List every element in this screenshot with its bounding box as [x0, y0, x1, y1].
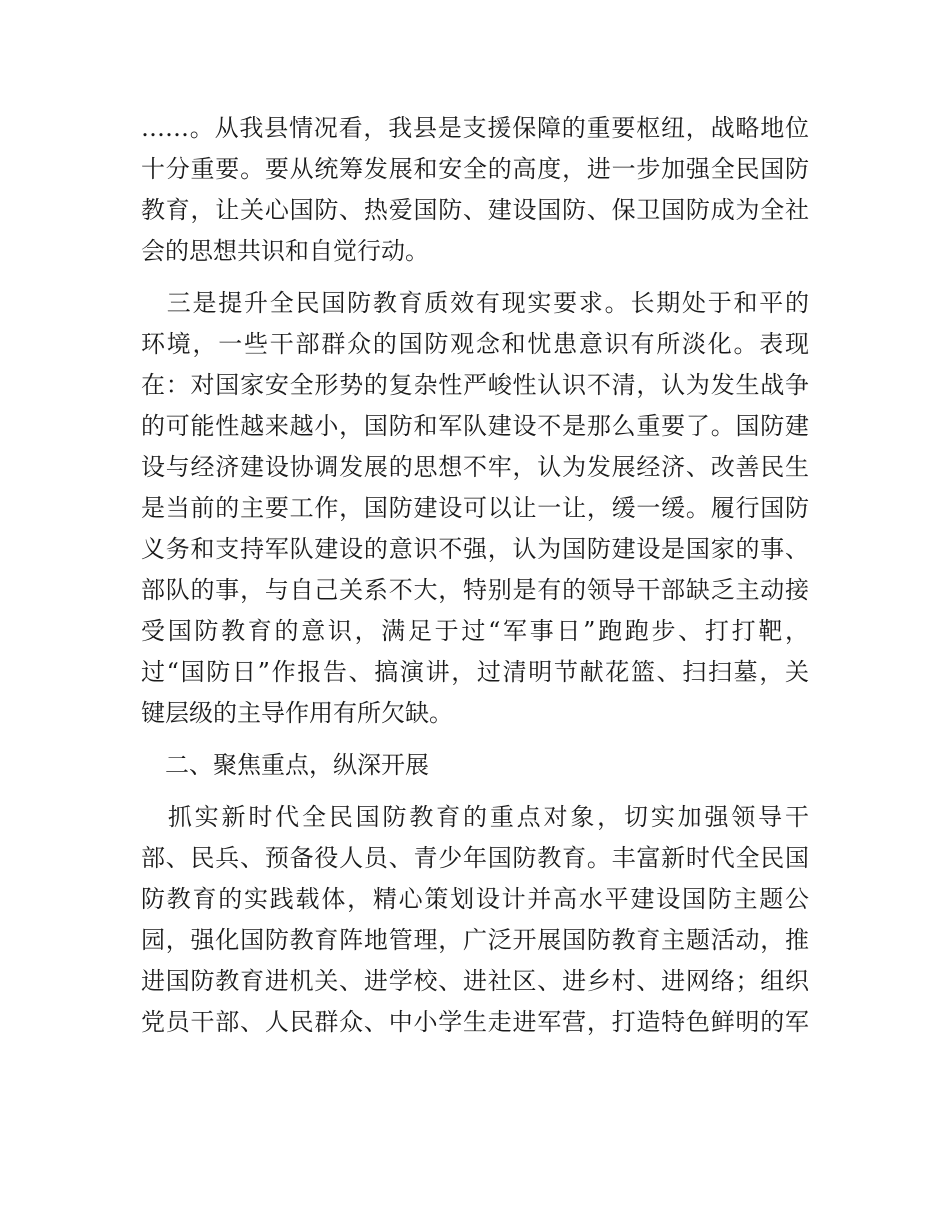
text-line: 部队的事，与自己关系不大，特别是有的领导干部缺乏主动接 — [141, 576, 809, 604]
text-line: 键层级的主导作用有所欠缺。 — [141, 699, 453, 727]
body-text — [141, 108, 809, 1043]
text-line: 教育，让关心国防、热爱国防、建设国防、保卫国防成为全社 — [141, 196, 809, 224]
paragraph-point-three — [141, 283, 809, 734]
text-line: 过“国防日”作报告、搞演讲，过清明节献花篮、扫扫墓，关 — [141, 658, 809, 686]
paragraph-strategic-position — [141, 108, 809, 272]
text-line: 会的思想共识和自觉行动。 — [141, 237, 429, 265]
paragraph-key-targets — [141, 797, 809, 1043]
text-line: 三是提升全民国防教育质效有现实要求。长期处于和平的 — [141, 289, 809, 317]
text-line: 设与经济建设协调发展的思想不牢，认为发展经济、改善民生 — [141, 453, 809, 481]
text-line: 十分重要。要从统筹发展和安全的高度，进一步加强全民国防 — [141, 155, 809, 183]
text-line: 部、民兵、预备役人员、青少年国防教育。丰富新时代全民国 — [141, 844, 809, 872]
text-line: 受国防教育的意识，满足于过“军事日”跑跑步、打打靶， — [141, 617, 809, 645]
section-heading-two — [141, 745, 809, 786]
text-line: 党员干部、人民群众、中小学生走进军营，打造特色鲜明的军 — [141, 1008, 809, 1036]
text-line: 是当前的主要工作，国防建设可以让一让，缓一缓。履行国防 — [141, 494, 809, 522]
text-line: 进国防教育进机关、进学校、进社区、进乡村、进网络；组织 — [141, 967, 809, 995]
section-heading: 二、聚焦重点，纵深开展 — [141, 751, 429, 779]
text-line: 的可能性越来越小，国防和军队建设不是那么重要了。国防建 — [141, 412, 809, 440]
text-line: 防教育的实践载体，精心策划设计并高水平建设国防主题公 — [141, 885, 809, 913]
text-line: 环境，一些干部群众的国防观念和忧患意识有所淡化。表现 — [141, 330, 809, 358]
text-line: 园，强化国防教育阵地管理，广泛开展国防教育主题活动，推 — [141, 926, 809, 954]
text-line: 义务和支持军队建设的意识不强，认为国防建设是国家的事、 — [141, 535, 809, 563]
text-line: 在：对国家安全形势的复杂性严峻性认识不清，认为发生战争 — [141, 371, 809, 399]
text-line: 抓实新时代全民国防教育的重点对象，切实加强领导干 — [141, 803, 809, 831]
text-line: ……。从我县情况看，我县是支援保障的重要枢纽，战略地位 — [141, 114, 809, 142]
